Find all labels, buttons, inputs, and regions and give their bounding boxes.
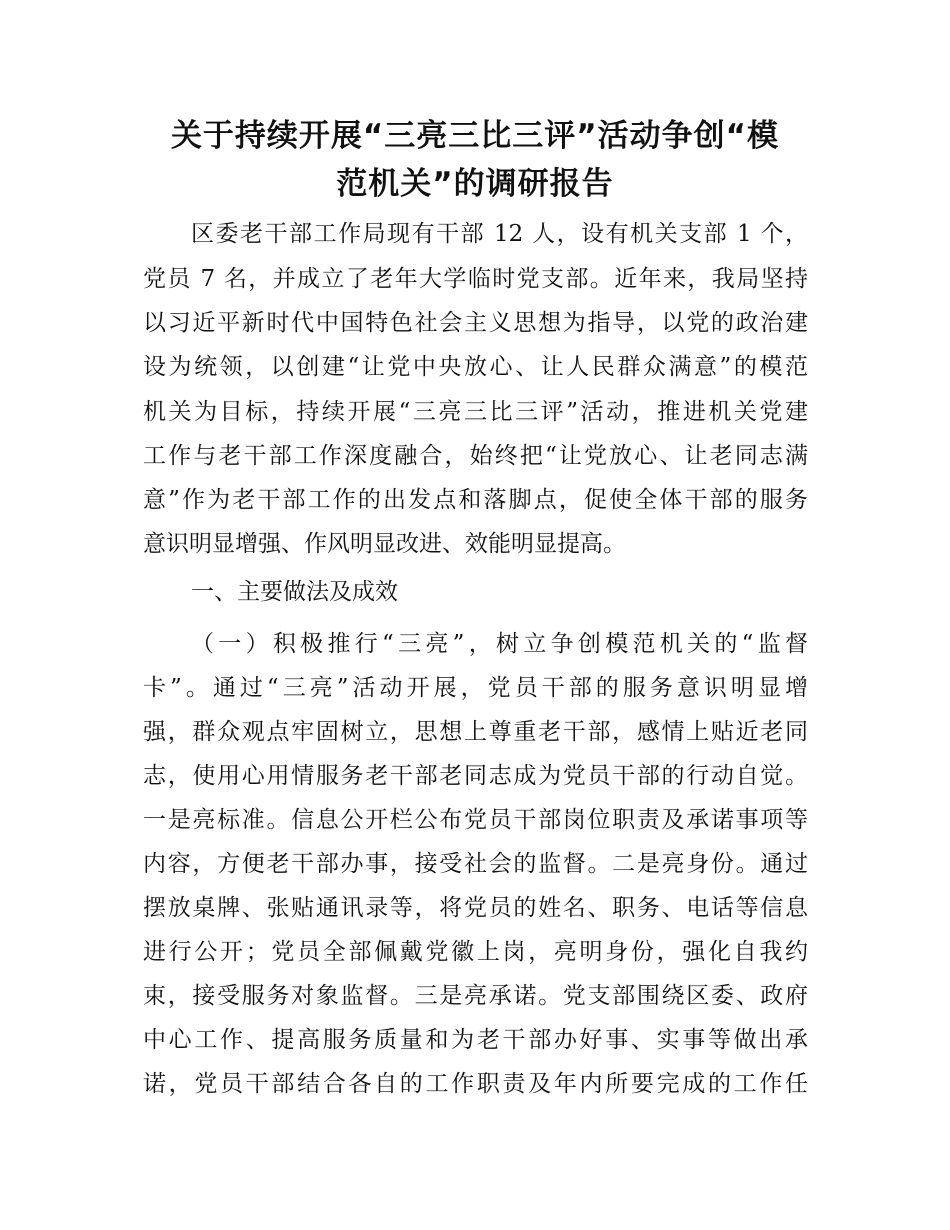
paragraph-1-line: 工作与老干部工作深度融合，始终把“让党放心、让老同志满 [143,443,808,469]
paragraph-1-line: 意识明显增强、作风明显改进、效能明显提高。 [143,531,626,557]
paragraph-2-line: 强，群众观点牢固树立，思想上尊重老干部，感情上贴近老同 [143,719,808,745]
paragraph-1-line: 意”作为老干部工作的出发点和落脚点，促使全体干部的服务 [143,487,808,513]
title-line-2: 范机关”的调研报告 [336,166,614,202]
paragraph-1-line: 区委老干部工作局现有干部 12 人，设有机关支部 1 个， [191,221,808,247]
paragraph-1-line: 机关为目标，持续开展“三亮三比三评”活动，推进机关党建 [143,399,808,425]
paragraph-2-line: 中心工作、提高服务质量和为老干部办好事、实事等做出承 [143,1027,808,1053]
paragraph-2-line: 内容，方便老干部办事，接受社会的监督。二是亮身份。通过 [143,851,808,877]
paragraph-2-line: 诺，党员干部结合各自的工作职责及年内所要完成的工作任 [143,1071,808,1097]
paragraph-2-line: （一）积极推行“三亮”，树立争创模范机关的“监督 [191,631,808,657]
document-title [130,112,820,208]
paragraph-2-line: 进行公开；党员全部佩戴党徽上岗，亮明身份，强化自我约 [143,939,808,965]
paragraph-2-line: 卡”。通过“三亮”活动开展，党员干部的服务意识明显增 [143,675,808,701]
paragraph-2-line: 志，使用心用情服务老干部老同志成为党员干部的行动自觉。 [143,763,808,789]
paragraph-1-line: 以习近平新时代中国特色社会主义思想为指导，以党的政治建 [143,310,808,336]
paragraph-2-line: 一是亮标准。信息公开栏公布党员干部岗位职责及承诺事项等 [143,807,808,833]
paragraph-1-line: 党员 7 名，并成立了老年大学临时党支部。近年来，我局坚持 [143,266,808,292]
paragraph-1-line: 设为统领，以创建“让党中央放心、让人民群众满意”的模范 [143,354,808,380]
paragraph-2-line: 摆放桌牌、张贴通讯录等，将党员的姓名、职务、电话等信息 [143,895,808,921]
paragraph-2-line: 束，接受服务对象监督。三是亮承诺。党支部围绕区委、政府 [143,983,808,1009]
title-line-1: 关于持续开展“三亮三比三评”活动争创“模 [170,118,780,154]
section-heading: 一、主要做法及成效 [191,579,398,605]
